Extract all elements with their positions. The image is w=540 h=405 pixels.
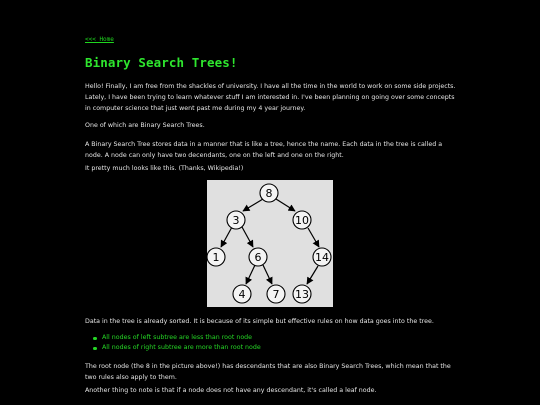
tree-label-14: 14 bbox=[315, 251, 329, 264]
rule-right-subtree: All nodes of right subtree are more than root node bbox=[93, 343, 261, 353]
sorted-paragraph: Data in the tree is already sorted. It is because of its simple but effective rules on how data goes into the tree. bbox=[85, 318, 434, 325]
tree-label-7: 7 bbox=[272, 288, 280, 301]
leaf-node-paragraph: Another thing to note is that if a node does not have any descendant, it's called a leaf node. bbox=[85, 387, 377, 394]
tree-label-8: 8 bbox=[265, 187, 273, 200]
definition-paragraph: A Binary Search Tree stores data in a manner that is like a tree, hence the name. Each data in the tree is called a node. A node can only have two decendants, one on the left and one on the right. bbox=[85, 141, 443, 159]
rules-list bbox=[85, 333, 261, 353]
tree-label-1: 1 bbox=[212, 251, 220, 264]
bst-diagram bbox=[207, 180, 333, 307]
page-title: Binary Search Trees! bbox=[85, 55, 238, 70]
home-link[interactable]: <<< Home bbox=[85, 36, 114, 43]
tree-label-13: 13 bbox=[295, 288, 309, 301]
intro-paragraph: Hello! Finally, I am free from the shackles of university. I have all the time in the world to work on some side projects. Lately, I have been trying to learn whatever stuff I am interested in. I've been planning on going over some concepts in computer science that just went past me during my 4 year journey. bbox=[85, 83, 456, 112]
tree-label-10: 10 bbox=[295, 214, 309, 227]
rule-left-subtree: All nodes of left subtree are less than root node bbox=[93, 333, 261, 343]
root-node-paragraph: The root node (the 8 in the picture above!) has descendants that are also Binary Search Trees, which mean that the two rules also apply to them. bbox=[85, 363, 451, 381]
tree-label-4: 4 bbox=[238, 288, 246, 301]
bst-mention-paragraph: One of which are Binary Search Trees. bbox=[85, 122, 205, 129]
tree-label-3: 3 bbox=[232, 214, 240, 227]
figure-caption: It pretty much looks like this. (Thanks, Wikipedia!) bbox=[85, 165, 244, 172]
tree-label-6: 6 bbox=[254, 251, 262, 264]
